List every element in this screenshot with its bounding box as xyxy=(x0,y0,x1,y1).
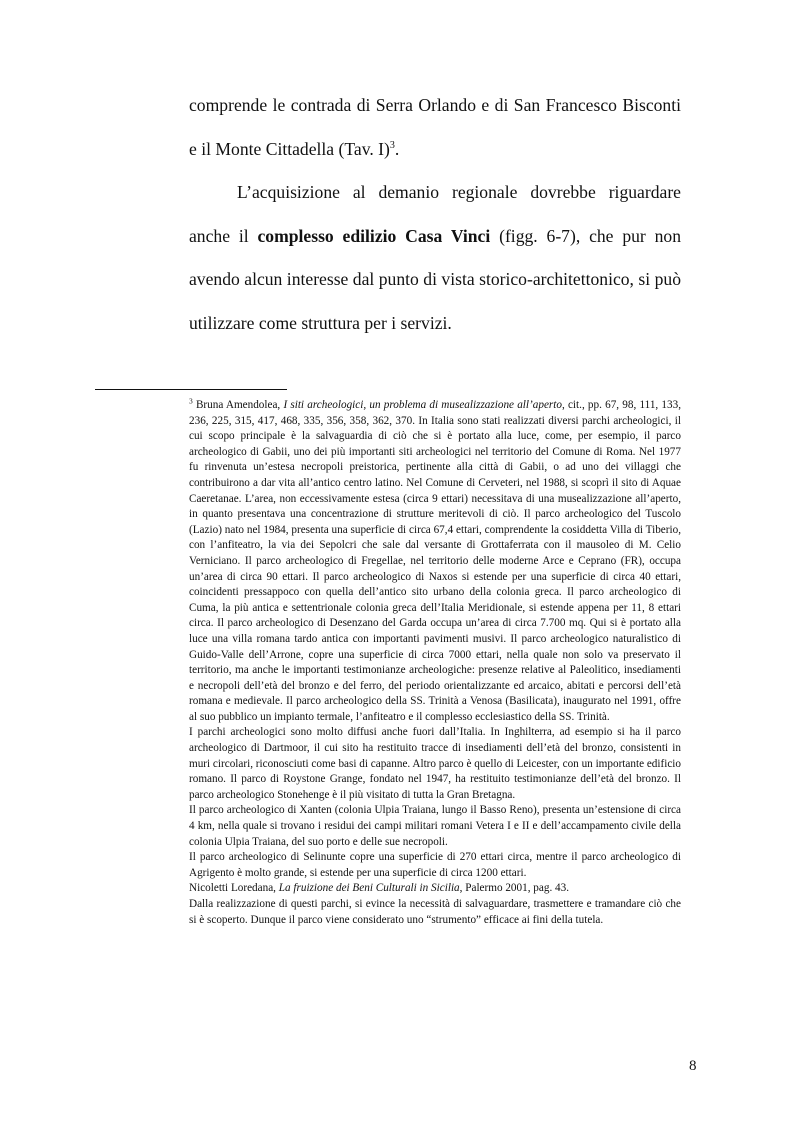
cited-title: I siti archeologici, un problema di musealizzazione all’aperto xyxy=(283,399,562,411)
bold-term: complesso edilizio Casa Vinci xyxy=(257,225,491,246)
main-text xyxy=(189,84,681,345)
footnote-separator xyxy=(95,389,287,390)
footnote-number: 3 xyxy=(189,396,193,406)
footnote-paragraph: Dalla realizzazione di questi parchi, si evince la necessità di salvaguardare, trasmettere e tramandare ciò che si è scoperto. Dunque il parco viene considerato uno “strumento” efficace ai fini della tutela. xyxy=(189,898,681,926)
footnote-block xyxy=(189,398,681,928)
footnote-ref[interactable]: 3 xyxy=(389,139,395,151)
footnote-paragraph: I parchi archeologici sono molto diffusi anche fuori dall’Italia. In Inghilterra, ad esempio si ha il parco archeologico di Dartmoor, il cui sito ha restituito tracce di insediamenti dell’età del bronzo, consistenti in muri circolari, riconosciuti come basi di capanne. Altro parco è quello di Leicester, con un importante edificio romano. Il parco di Roystone Grange, fondato nel 1947, ha restituito testimonianze dell’età del bronzo. Il parco archeologico Stonehenge è il più visitato di tutta la Gran Bretagna. xyxy=(189,726,681,801)
cited-title: La fruizione dei Beni Culturali in Sicilia xyxy=(278,882,460,895)
body-paragraph-1: comprende le contrada di Serra Orlando e di San Francesco Bisconti e il Monte Cittadella (Tav. I)$^3$. xyxy=(189,95,681,159)
footnote-paragraph: $^3$ Bruna Amendolea, I siti archeologici, un problema di musealizzazione all’aperto, cit., pp. 67, 98, 111, 133, 236, 225, 315, 417, 468, 335, 356, 358, 362, 370. In Italia sono stati realizzati diversi parchi archeologici, il cui scopo principale è la salvaguardia di ciò che si è portato alla luce, come, per esempio, il parco archeologico di Gabii, uno dei più importanti siti archeologici nel territorio del Comune di Roma. Nel 1977 fu rinvenuta un’estesa necropoli preistorica, pertinente alla città di Gabii, o ad uno dei villaggi che contribuirono a dar vita all’antico centro latino. Nel Comune di Cerveteri, nel 1988, si scoprì il sito di Aquae Caeretanae. L’area, non eccessivamente estesa (circa 9 ettari) necessitava di una musealizzazione all’aperto, in quanto presentava una concentrazione di strutture meritevoli di ciò. Il parco archeologico del Tuscolo (Lazio) nato nel 1984, presenta una superficie di circa 67,4 ettari, comprendente la cosiddetta Villa di Tiberio, con l’anfiteatro, la via dei Sepolcri che sale dal versante di Grottaferrata con il mausoleo di M. Celio Verniciano. Il parco archeologico di Fregellae, nel territorio delle moderne Arce e Ceprano (FR), occupa un’area di circa 90 ettari. Il parco archeologico di Naxos si estende per una superficie di circa 40 ettari, coincidenti pressappoco con quella dell’antico sito urbano della colonia greca. Il parco archeologico di Cuma, la più antica e settentrionale colonia greca dell’Italia Meridionale, si estende appena per 11, 8 ettari circa. Il parco archeologico di Desenzano del Garda occupa un’area di circa 7.700 mq. Qui si è portato alla luce una villa romana tardo antica con importanti pavimenti musivi. Il parco archeologico naturalistico di Guido-Valle dell’Arrone, copre una superficie di circa 7000 ettari, nella quale non solo va preservato il territorio, ma anche le importanti testimonianze archeologiche: presenze relative al Paleolitico, insediamenti e necropoli dell’età del bronzo e del ferro, del periodo orientalizzante ed arcaico, abitati e percorsi dell’età romana e medievale. Il parco archeologico della SS. Trinità a Venosa (Basilicata), inaugurato nel 1991, offre al suo pubblico un impianto termale, l’anfiteatro e il complesso ecclesiastico della SS. Trinità. xyxy=(189,396,681,723)
body-paragraph-2: L’acquisizione al demanio regionale dovrebbe riguardare anche il complesso edilizio Casa Vinci (figg. 6-7), che pur non avendo alcun interesse dal punto di vista storico-architettonico, si può utilizzare come struttura per i servizi. xyxy=(189,182,682,333)
footnote-citation: Nicoletti Loredana, La fruizione dei Beni Culturali in Sicilia, Palermo 2001, pag. 43. xyxy=(189,882,570,895)
paragraph-text: comprende le contrada di Serra Orlando e di San Francesco Bisconti e il Monte Cittadella (Tav. I) xyxy=(189,95,681,159)
footnote-paragraph: Il parco archeologico di Xanten (colonia Ulpia Traiana, lungo il Basso Reno), presenta un’estensione di circa 4 km, nella quale si trovano i residui dei campi militari romani Vetera I e II e dell’accampamento civile della colonia Ulpia Traiana, del suo porto e delle sue necropoli. xyxy=(189,804,681,848)
footnote-paragraph: Il parco archeologico di Selinunte copre una superficie di 270 ettari circa, mentre il parco archeologico di Agrigento è molto grande, si estende per una superficie di circa 1200 ettari. xyxy=(189,851,681,879)
page-number: 8 xyxy=(689,1058,697,1074)
